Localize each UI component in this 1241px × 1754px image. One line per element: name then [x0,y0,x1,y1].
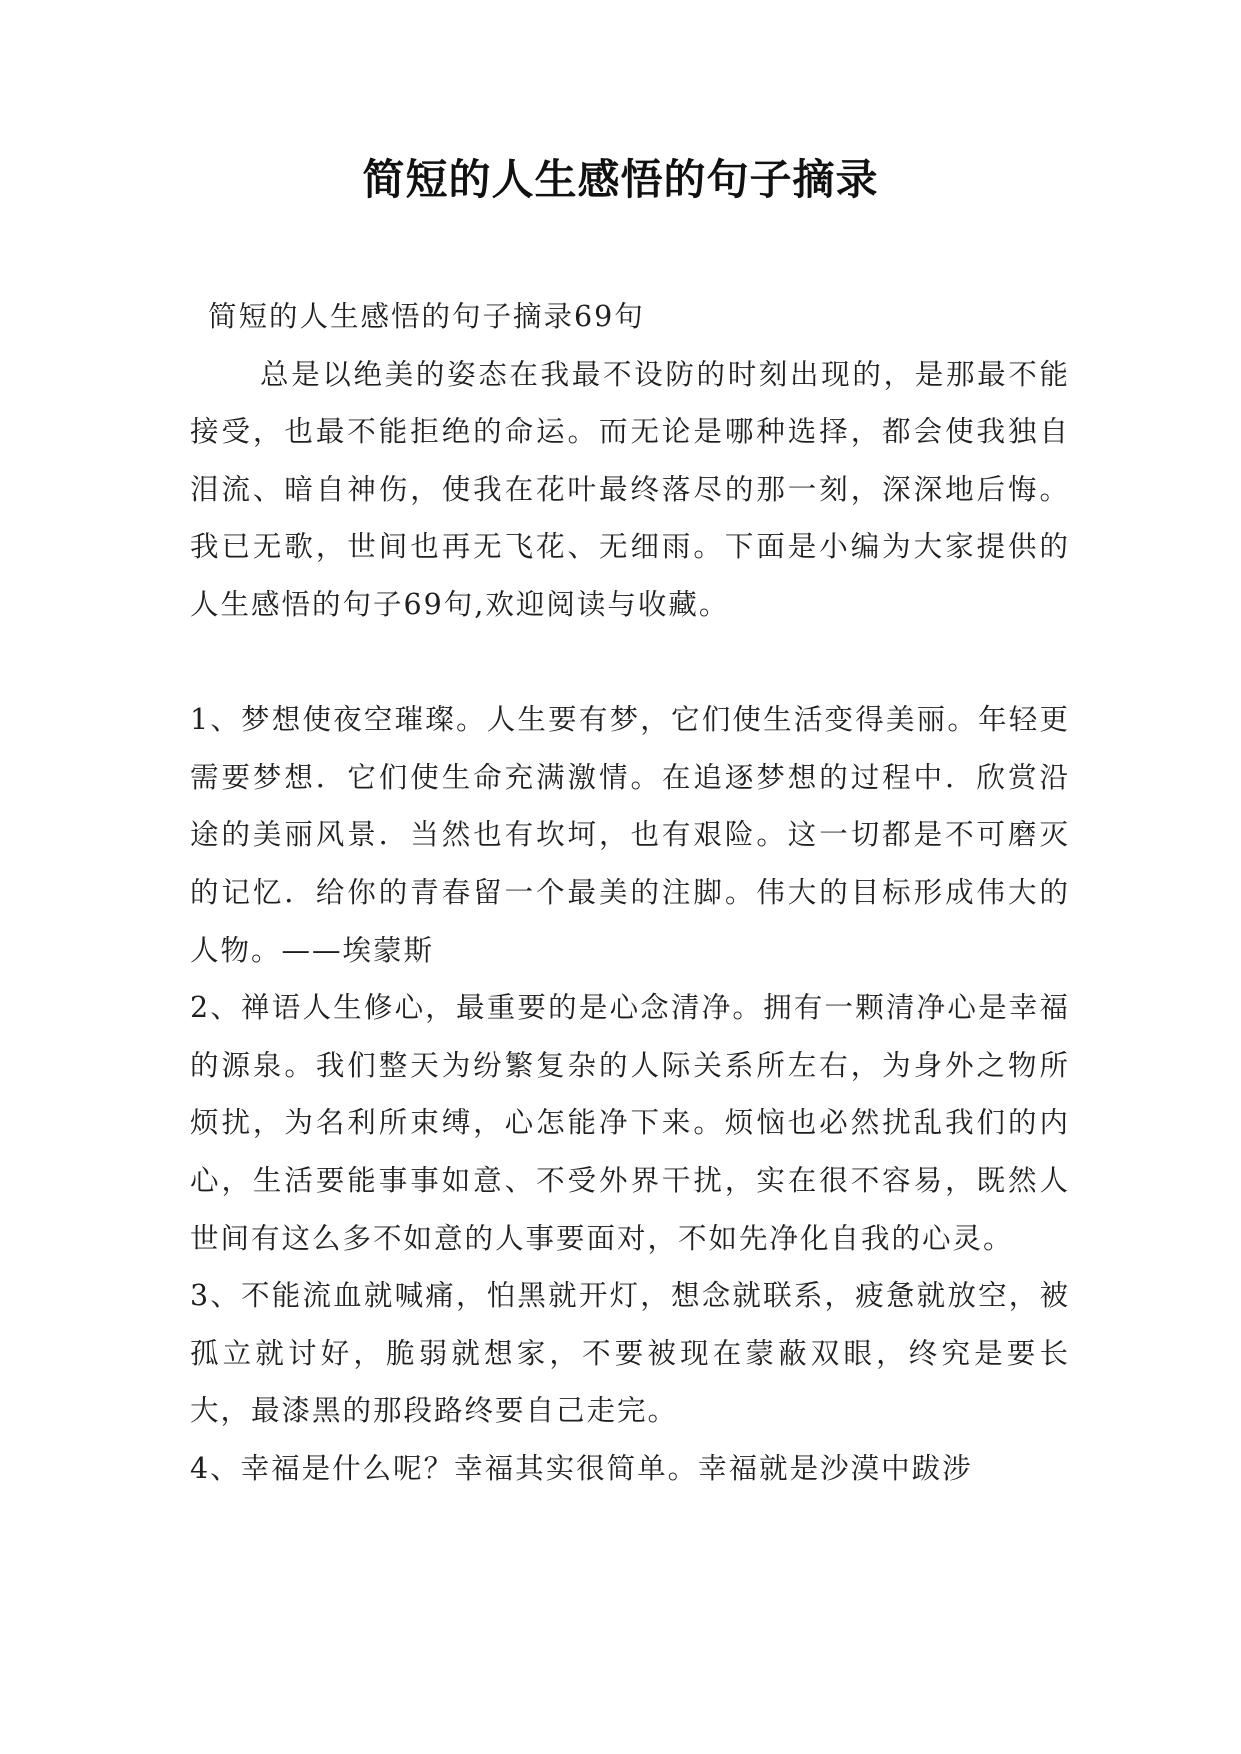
quote-entry-3: 3、不能流血就喊痛，怕黑就开灯，想念就联系，疲惫就放空，被孤立就讨好，脆弱就想家，不要被现在蒙蔽双眼，终究是要长大，最漆黑的那段路终要自己走完。 [190,1279,1070,1428]
quote-entry-1: 1、梦想使夜空璀璨。人生要有梦，它们使生活变得美丽。年轻更需要梦想．它们使生命充满激情。在追逐梦想的过程中．欣赏沿途的美丽风景．当然也有坎坷，也有艰险。这一切都是不可磨灭的记忆．给你的青春留一个最美的注脚。伟大的目标形成伟大的人物。——埃蒙斯 [190,703,1070,967]
document-body [190,288,1070,1497]
document-subtitle: 简短的人生感悟的句子摘录69句 [208,300,645,333]
quote-entry-2: 2、禅语人生修心，最重要的是心念清净。拥有一颗清净心是幸福的源泉。我们整天为纷繁复杂的人际关系所左右，为身外之物所烦扰，为名利所束缚，心怎能净下来。烦恼也必然扰乱我们的内心，生活要能事事如意、不受外界干扰，实在很不容易，既然人世间有这么多不如意的人事要面对，不如先净化自我的心灵。 [190,991,1070,1255]
paragraph-spacer [190,634,1070,692]
document-title: 简短的人生感悟的句子摘录 [362,155,879,204]
intro-paragraph: 总是以绝美的姿态在我最不设防的时刻出现的，是那最不能接受，也最不能拒绝的命运。而无论是哪种选择，都会使我独自泪流、暗自神伤，使我在花叶最终落尽的那一刻，深深地后悔。我已无歌，世间也再无飞花、无细雨。下面是小编为大家提供的人生感悟的句子69句,欢迎阅读与收藏。 [190,357,1070,621]
quote-entry-4: 4、幸福是什么呢？幸福其实很简单。幸福就是沙漠中跋涉 [190,1451,973,1485]
